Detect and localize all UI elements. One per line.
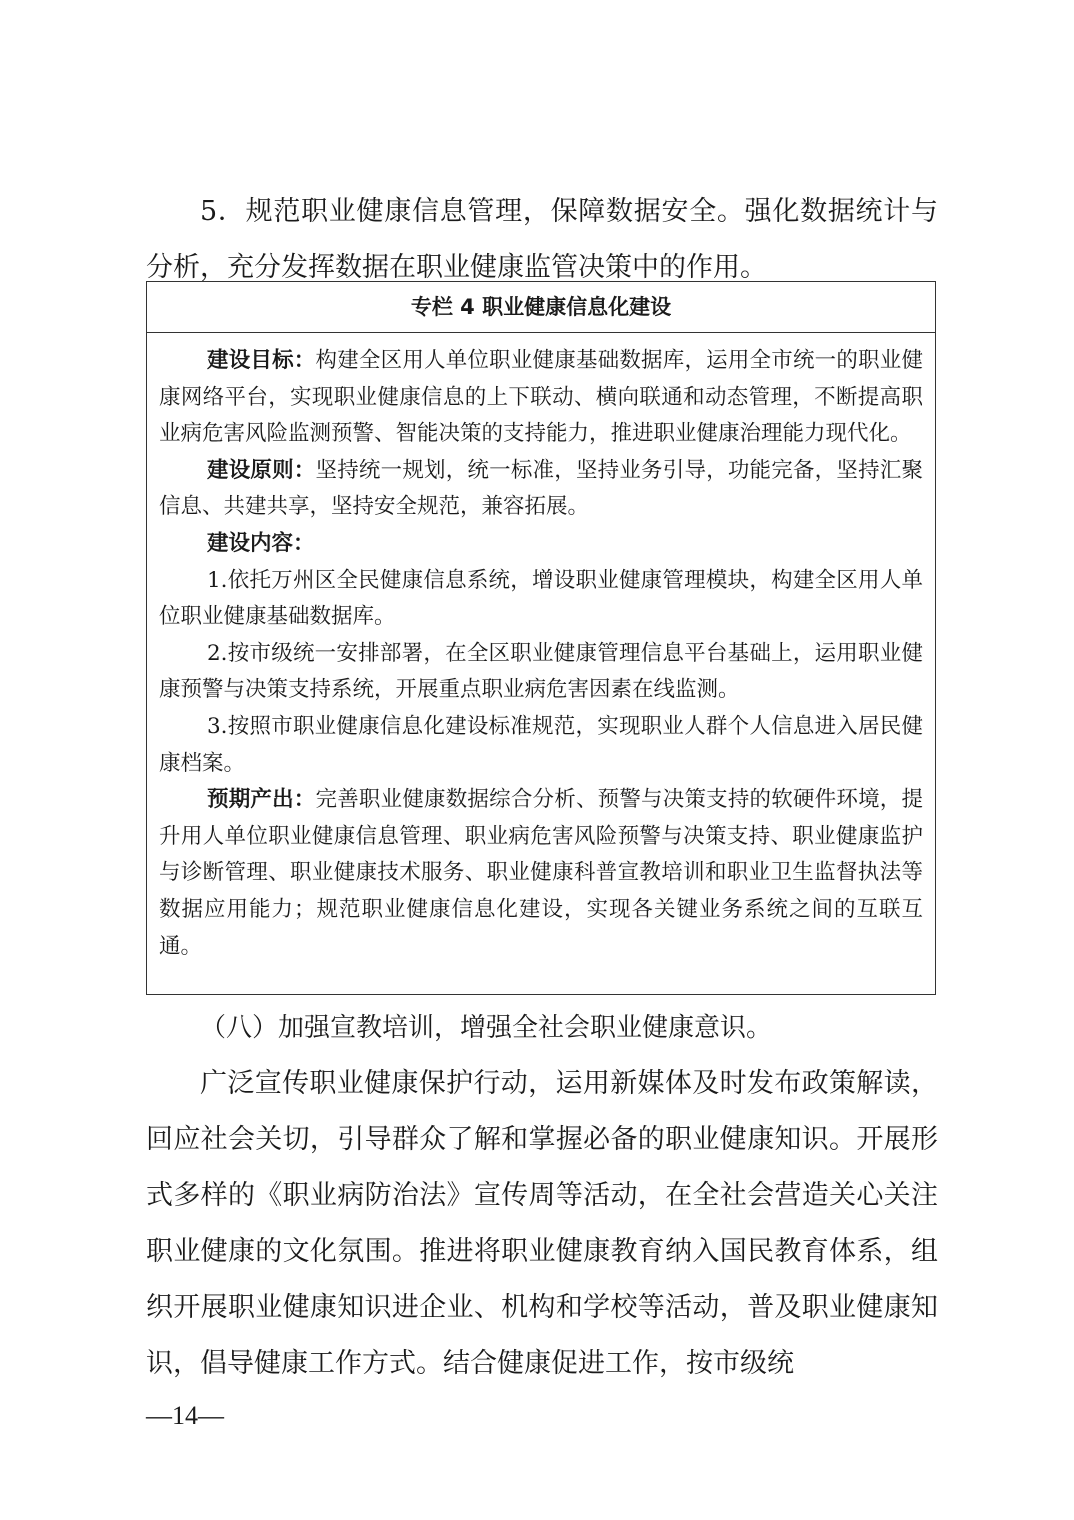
section-heading: （八）加强宣教培训，增强全社会职业健康意识。 [200,1013,773,1043]
goal-paragraph [159,343,923,453]
goal-lead: 建设目标： [207,348,316,373]
page-number: —14— [146,1401,224,1430]
content-item-3: 3.按照市职业健康信息化建设标准规范，实现职业人群个人信息进入居民健康档案。 [159,713,923,776]
output-paragraph [159,782,923,965]
principle-lead: 建设原则： [207,457,316,483]
content-paragraph [159,526,923,563]
content-item-2: 2.按市级统一安排部署，在全区职业健康管理信息平台基础上，运用职业健康预警与决策支持系统，开展重点职业病危害因素在线监测。 [159,640,923,703]
column-box [146,281,936,995]
output-text: 完善职业健康数据综合分析、预警与决策支持的软硬件环境，提升用人单位职业健康信息管理、职业病危害风险预警与决策支持、职业健康监护与诊断管理、职业健康技术服务、职业健康科普宣教培训和职业卫生监督执法等数据应用能力；规范职业健康信息化建设，实现各关键业务系统之间的互联互通。 [159,787,923,959]
principle-text: 坚持统一规划，统一标准，坚持业务引导，功能完备，坚持汇聚信息、共建共享，坚持安全规范，兼容拓展。 [159,457,923,520]
column-box-title: 专栏 4 职业健康信息化建设 [147,282,935,333]
goal-text: 构建全区用人单位职业健康基础数据库，运用全市统一的职业健康网络平台，实现职业健康信息的上下联动、横向联通和动态管理，不断提高职业病危害风险监测预警、智能决策的支持能力，推进职业健康治理能力现代化。 [159,348,923,447]
principle-paragraph [159,453,923,526]
body-paragraph: 广泛宣传职业健康保护行动，运用新媒体及时发布政策解读，回应社会关切，引导群众了解和掌握必备的职业健康知识。开展形式多样的《职业病防治法》宣传周等活动，在全社会营造关心关注职业健康的文化氛围。推进将职业健康教育纳入国民教育体系，组织开展职业健康知识进企业、机构和学校等活动，普及职业健康知识，倡导健康工作方式。结合健康促进工作，按市级统 [146,1068,938,1379]
content-lead: 建设内容： [207,530,315,556]
column-box-body [147,333,935,965]
intro-paragraph: 5．规范职业健康信息管理，保障数据安全。强化数据统计与分析，充分发挥数据在职业健康监管决策中的作用。 [146,196,938,283]
content-item-1: 1.依托万州区全民健康信息系统，增设职业健康管理模块，构建全区用人单位职业健康基础数据库。 [159,567,923,630]
output-lead: 预期产出： [207,787,316,813]
